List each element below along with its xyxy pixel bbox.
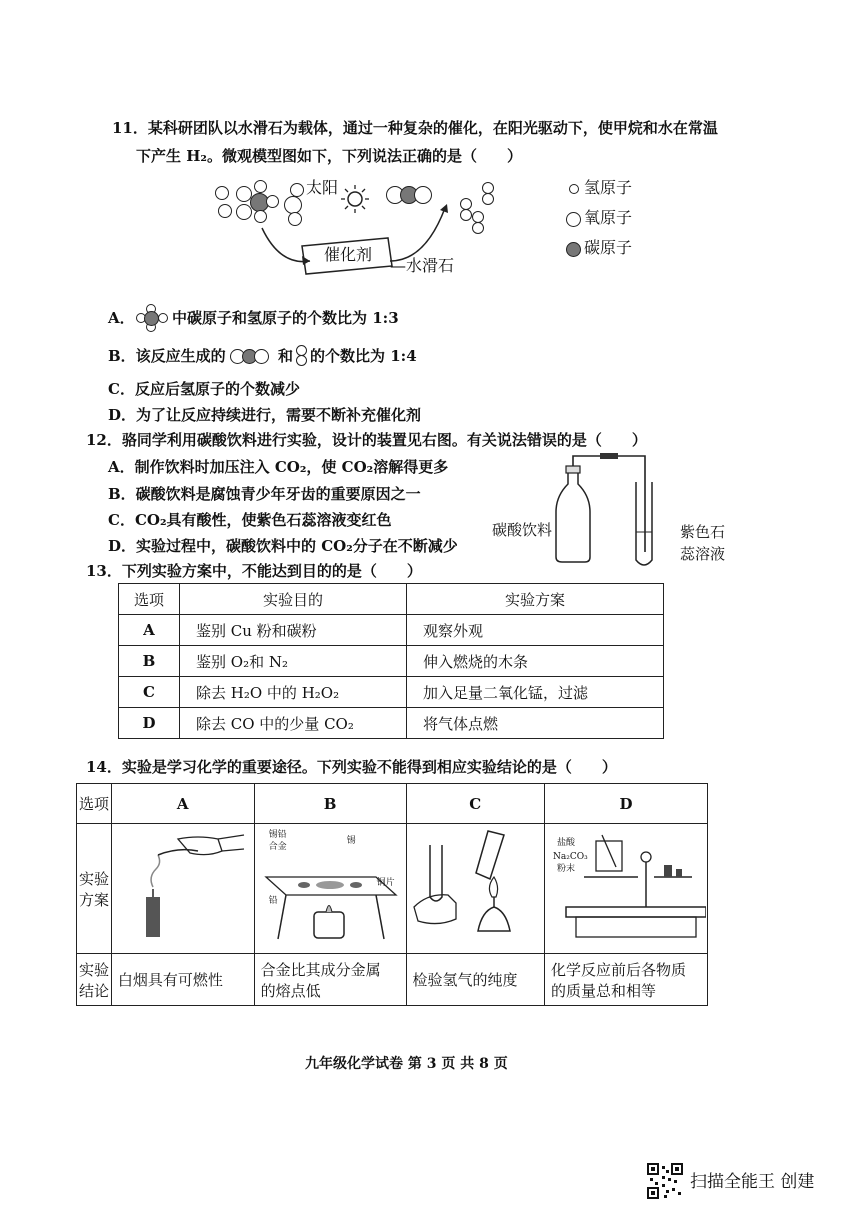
hydrogen-atom bbox=[296, 355, 307, 366]
header-col-d: D bbox=[545, 784, 708, 824]
header-option: 选项 bbox=[77, 784, 112, 824]
conclusion-c bbox=[406, 954, 544, 1006]
q14-stem: 14．实验是学习化学的重要途径。下列实验不能得到相应实验结论的是（ ） bbox=[86, 758, 617, 776]
q11-option-b-mid: 和 bbox=[278, 347, 294, 365]
q12-option-a: A．制作饮料时加压注入 CO₂，使 CO₂溶解得更多 bbox=[108, 458, 449, 476]
legend-carbon-label: 碳原子 bbox=[584, 238, 633, 257]
row-label-conclusion-line2: 结论 bbox=[78, 981, 109, 1000]
co-molecule-icon bbox=[230, 346, 274, 366]
copper-label: 铜片 bbox=[376, 878, 395, 888]
q12-option-d: D．实验过程中，碳酸饮料中的 CO₂分子在不断减少 bbox=[108, 537, 458, 555]
methane-molecule-icon bbox=[136, 304, 170, 334]
q12-stem: 12．骆同学利用碳酸饮料进行实验，设计的装置见右图。有关说法错误的是（ ） bbox=[86, 431, 647, 449]
tin-label: 锡 bbox=[346, 836, 356, 846]
conclusion-b bbox=[254, 954, 406, 1006]
header-col-c: C bbox=[406, 784, 544, 824]
lead-label: 铅 bbox=[268, 896, 278, 906]
candle-smoke-figure bbox=[118, 827, 248, 947]
conclusion-a bbox=[111, 954, 254, 1006]
h2-molecule-icon bbox=[296, 343, 308, 369]
acid-label: 盐酸 bbox=[557, 838, 576, 848]
row-plan: 伸入燃烧的木条 bbox=[407, 646, 664, 677]
conclusion-d-line1: 化学反应前后各物质 bbox=[551, 960, 687, 979]
legend-oxygen-label: 氧原子 bbox=[584, 208, 633, 227]
qr-code-icon bbox=[646, 1162, 684, 1200]
scanner-watermark: 扫描全能王 创建 bbox=[690, 1172, 815, 1192]
q14-table bbox=[76, 783, 708, 1006]
legend-hydrogen-label: 氢原子 bbox=[584, 178, 633, 197]
q12-apparatus-figure bbox=[540, 452, 670, 572]
oxygen-atom-icon bbox=[566, 212, 581, 227]
tube-label-line1: 紫色石 bbox=[680, 523, 726, 541]
catalyst-label: 催化剂 bbox=[324, 245, 373, 264]
conclusion-c-line1: 检验氢气的纯度 bbox=[412, 971, 518, 989]
alloy-label-1: 锡铅 bbox=[268, 830, 287, 840]
conclusion-b-line2: 的熔点低 bbox=[260, 981, 321, 1000]
row-label: D bbox=[119, 708, 180, 739]
conclusion-d bbox=[545, 954, 708, 1006]
row-purpose: 除去 H₂O 中的 H₂O₂ bbox=[180, 677, 407, 708]
header-plan: 实验方案 bbox=[407, 584, 664, 615]
table-row-conclusion bbox=[77, 954, 708, 1006]
table-row bbox=[119, 615, 664, 646]
support-label: —水滑石 bbox=[390, 256, 455, 275]
carbon-atom bbox=[144, 311, 159, 326]
hydrogen-atom bbox=[158, 313, 168, 323]
header-purpose: 实验目的 bbox=[180, 584, 407, 615]
q11-option-a-prefix: A． bbox=[108, 309, 135, 327]
row-label-plan-line1: 实验 bbox=[78, 869, 109, 888]
hydrogen-atom-icon bbox=[569, 184, 579, 194]
conclusion-d-line2: 的质量总和相等 bbox=[551, 981, 657, 1000]
row-purpose: 除去 CO 中的少量 CO₂ bbox=[180, 708, 407, 739]
header-col-a: A bbox=[111, 784, 254, 824]
table-row-plan bbox=[77, 824, 708, 954]
q11-reaction-diagram bbox=[210, 176, 510, 286]
q11-option-b-prefix: B．该反应生成的 bbox=[108, 347, 226, 365]
alloy-label-2: 合金 bbox=[268, 842, 287, 852]
row-plan: 观察外观 bbox=[407, 615, 664, 646]
table-row bbox=[119, 708, 664, 739]
atom-legend bbox=[566, 178, 676, 268]
row-label: C bbox=[119, 677, 180, 708]
figure-b-cell bbox=[254, 824, 406, 954]
q11-stem-line1: 11．某科研团队以水滑石为载体，通过一种复杂的催化，在阳光驱动下，使甲烷和水在常温 bbox=[112, 119, 718, 137]
carbon-atom-icon bbox=[566, 242, 581, 257]
q11-option-d: D．为了让反应持续进行，需要不断补充催化剂 bbox=[108, 406, 422, 424]
row-label-conclusion bbox=[77, 954, 112, 1006]
conclusion-b-line1: 合金比其成分金属 bbox=[260, 960, 381, 979]
row-plan: 将气体点燃 bbox=[407, 708, 664, 739]
q12-option-c: C．CO₂具有酸性，使紫色石蕊溶液变红色 bbox=[108, 511, 392, 529]
sun-label: 太阳 bbox=[306, 178, 339, 197]
hydrogen-purity-test-figure bbox=[408, 827, 542, 947]
q13-table bbox=[118, 583, 664, 739]
figure-c-cell bbox=[406, 824, 544, 954]
row-purpose: 鉴别 Cu 粉和碳粉 bbox=[180, 615, 407, 646]
table-row bbox=[119, 646, 664, 677]
header-option: 选项 bbox=[119, 584, 180, 615]
row-label-plan-line2: 方案 bbox=[78, 890, 109, 909]
figure-a-cell bbox=[111, 824, 254, 954]
q11-stem-line2: 下产生 H₂。微观模型图如下，下列说法正确的是（ ） bbox=[136, 147, 522, 165]
bottle-label: 碳酸饮料 bbox=[492, 521, 553, 539]
row-label: A bbox=[119, 615, 180, 646]
header-col-b: B bbox=[254, 784, 406, 824]
table-header-row bbox=[119, 584, 664, 615]
tube-label-line2: 蕊溶液 bbox=[680, 545, 726, 563]
table-header-row bbox=[77, 784, 708, 824]
q13-stem: 13．下列实验方案中，不能达到目的的是（ ） bbox=[86, 562, 422, 580]
page-footer: 九年级化学试卷 第 3 页 共 8 页 bbox=[305, 1056, 508, 1072]
conclusion-a-line1: 白烟具有可燃性 bbox=[117, 971, 223, 989]
q12-option-b: B．碳酸饮料是腐蚀青少年牙齿的重要原因之一 bbox=[108, 485, 421, 503]
q11-option-b-end: 的个数比为 1:4 bbox=[310, 347, 417, 365]
q11-option-c: C．反应后氢原子的个数减少 bbox=[108, 380, 300, 398]
row-label: B bbox=[119, 646, 180, 677]
q11-option-a-text: 中碳原子和氢原子的个数比为 1:3 bbox=[172, 309, 399, 327]
row-label-conclusion-line1: 实验 bbox=[78, 960, 109, 979]
table-row bbox=[119, 677, 664, 708]
row-label-plan bbox=[77, 824, 112, 954]
row-purpose: 鉴别 O₂和 N₂ bbox=[180, 646, 407, 677]
oxygen-atom bbox=[254, 349, 269, 364]
figure-d-cell bbox=[545, 824, 708, 954]
salt-label: Na₂CO₃ bbox=[553, 852, 588, 862]
row-plan: 加入足量二氧化锰，过滤 bbox=[407, 677, 664, 708]
catalyst-cycle-arrow bbox=[210, 176, 510, 286]
powder-label: 粉末 bbox=[557, 864, 576, 874]
